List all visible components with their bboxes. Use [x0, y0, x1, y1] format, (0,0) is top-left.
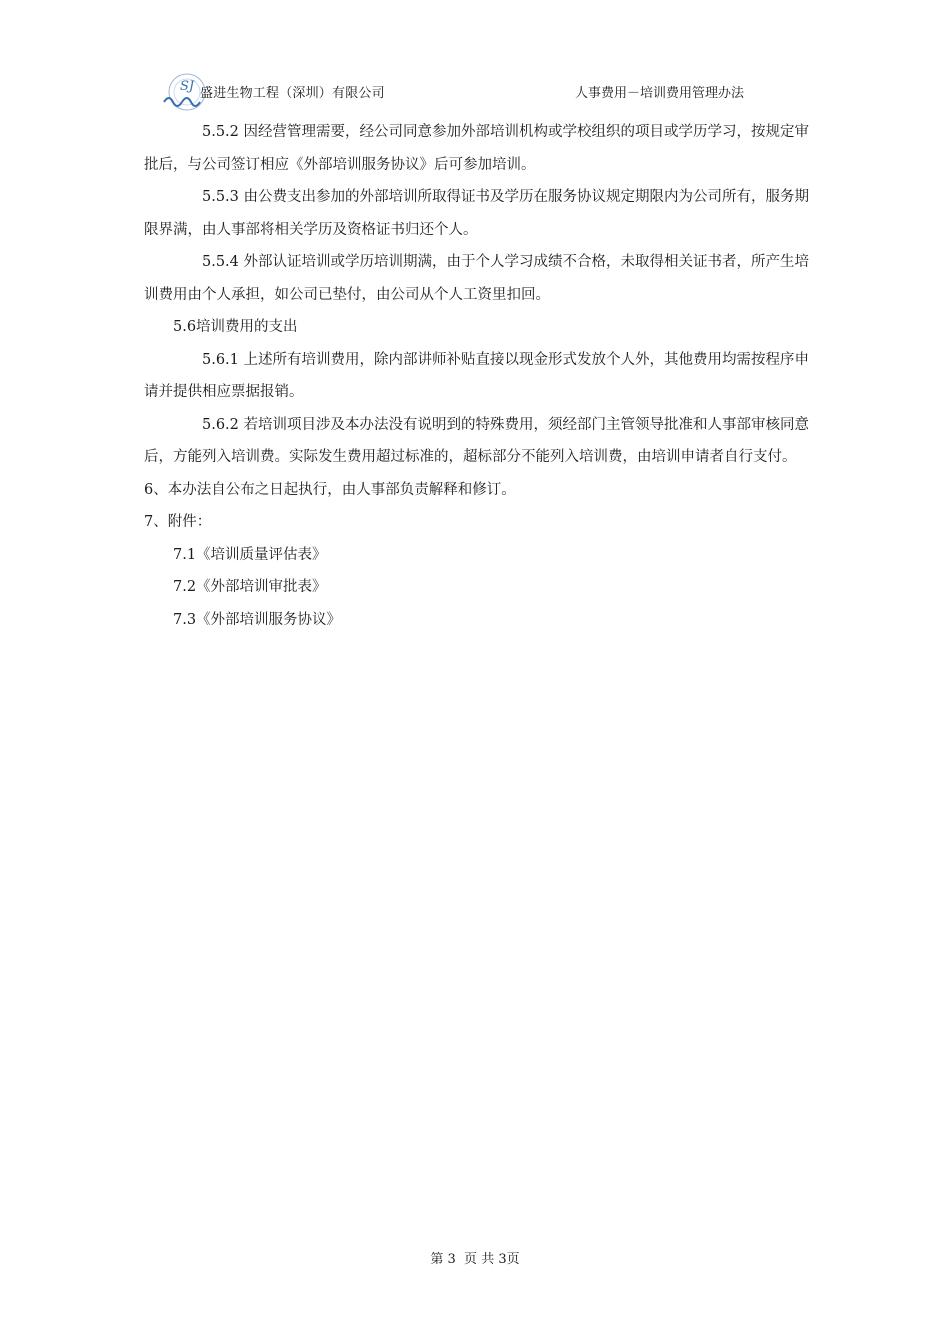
section-6: 6、本办法自公布之日起执行，由人事部负责解释和修订。	[144, 481, 516, 498]
clause-5-5-4: 5.5.4 外部认证培训或学历培训期满，由于个人学习成绩不合格，未取得相关证书者，所产生培训费用由个人承担，如公司已垫付，由公司从个人工资里扣回。	[144, 254, 809, 303]
page-header	[160, 72, 810, 112]
document-body	[144, 116, 809, 636]
header-company-name: 盛进生物工程（深圳）有限公司	[200, 86, 385, 101]
logo-text: SJ	[180, 79, 195, 94]
clause-5-6-2: 5.6.2 若培训项目涉及本办法没有说明到的特殊费用，须经部门主管领导批准和人事部审核同意后，方能列入培训费。实际发生费用超过标准的，超标部分不能列入培训费，由培训申请者自行支付。	[144, 416, 809, 465]
header-document-title: 人事费用－培训费用管理办法	[575, 86, 745, 101]
section-5-6-heading: 5.6培训费用的支出	[173, 319, 298, 335]
attachment-7-1: 7.1《培训质量评估表》	[173, 546, 327, 563]
clause-5-6-1: 5.6.1 上述所有培训费用，除内部讲师补贴直接以现金形式发放个人外，其他费用均需按程序申请并提供相应票据报销。	[144, 351, 809, 400]
page-number: 第 3 页 共 3页	[430, 1252, 520, 1267]
attachment-7-3: 7.3《外部培训服务协议》	[173, 611, 342, 628]
clause-5-5-3: 5.5.3 由公费支出参加的外部培训所取得证书及学历在服务协议规定期限内为公司所有，服务期限界满，由人事部将相关学历及资格证书归还个人。	[144, 189, 809, 238]
attachment-7-2: 7.2《外部培训审批表》	[173, 579, 327, 595]
clause-5-5-2: 5.5.2 因经营管理需要，经公司同意参加外部培训机构或学校组织的项目或学历学习，按规定审批后，与公司签订相应《外部培训服务协议》后可参加培训。	[144, 124, 809, 173]
page-footer	[0, 1248, 950, 1267]
section-7-heading: 7、附件：	[144, 514, 212, 530]
